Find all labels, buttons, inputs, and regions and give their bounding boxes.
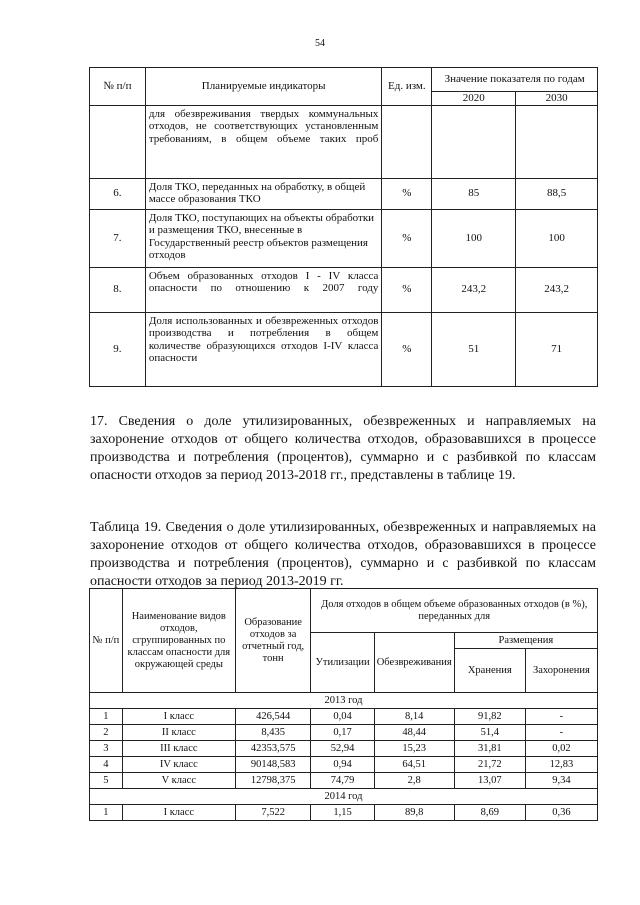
cell-num: 4 (90, 757, 123, 773)
cell-neutral: 89,8 (374, 805, 454, 821)
table-row (90, 805, 598, 821)
row-num: 6. (90, 178, 146, 209)
cell-formation: 7,522 (235, 805, 311, 821)
table-19-caption: Таблица 19. Сведения о доле утилизированных, обезвреженных и направляемых на захоронение отходов от общего количества отходов, образовавшихся в процессе производства и потребления (процентов), суммарно и с разбивкой по классам опасности отходов за период 2013-2019 гг. (90, 520, 596, 589)
cell-num: 1 (90, 709, 123, 725)
cell-formation: 12798,375 (235, 773, 311, 789)
cell-util: 74,79 (311, 773, 374, 789)
cell-burial: 0,02 (525, 741, 597, 757)
table-row (90, 725, 598, 741)
t2-header-storage: Хранения (454, 649, 525, 693)
year-2013-row: 2013 год (90, 693, 598, 709)
cell-neutral: 15,23 (374, 741, 454, 757)
row-value-2020: 51 (432, 312, 516, 386)
cell-burial: 9,34 (525, 773, 597, 789)
table-row (90, 709, 598, 725)
cell-burial: - (525, 725, 597, 741)
t2-header-name: Наименование видов отходов, сгруппированных по классам опасности для окружающей среды (122, 589, 235, 693)
cell-formation: 90148,583 (235, 757, 311, 773)
header-year-2030: 2030 (516, 92, 598, 106)
waste-share-table (89, 588, 598, 821)
cell-storage: 21,72 (454, 757, 525, 773)
row-value-2030: 243,2 (516, 267, 598, 312)
continuation-text: для обезвреживания твердых коммунальных отходов, не соответствующих установленным требованиям, в общем объеме таких проб (145, 105, 382, 178)
header-indicators: Планируемые индикаторы (145, 68, 382, 106)
table-row (90, 312, 598, 386)
cell-neutral: 48,44 (374, 725, 454, 741)
cell-class: I класс (122, 709, 235, 725)
t2-header-share: Доля отходов в общем объеме образованных отходов (в %), переданных для (311, 589, 598, 633)
cell-burial: - (525, 709, 597, 725)
row-value-2030: 71 (516, 312, 598, 386)
row-unit: % (382, 312, 432, 386)
header-value: Значение показателя по годам (432, 68, 598, 92)
row-value-2020: 100 (432, 209, 516, 267)
t2-header-neutral: Обезвреживания (374, 633, 454, 693)
t2-header-burial: Захоронения (525, 649, 597, 693)
row-value-2030: 88,5 (516, 178, 598, 209)
row-num: 8. (90, 267, 146, 312)
cell-formation: 42353,575 (235, 741, 311, 757)
cell-num: 5 (90, 773, 123, 789)
cell-class: III класс (122, 741, 235, 757)
row-unit: % (382, 267, 432, 312)
header-year-2020: 2020 (432, 92, 516, 106)
cell-neutral: 8,14 (374, 709, 454, 725)
t2-header-num: № п/п (90, 589, 123, 693)
cell-util: 52,94 (311, 741, 374, 757)
cell-util: 0,17 (311, 725, 374, 741)
row-indicator: Объем образованных отходов I - IV класса опасности по отношению к 2007 году (145, 267, 382, 312)
cell-class: I класс (122, 805, 235, 821)
row-indicator: Доля использованных и обезвреженных отходов производства и потребления в общем количестве образующихся отходов I-IV класса опасности (145, 312, 382, 386)
row-num: 9. (90, 312, 146, 386)
cell-storage: 31,81 (454, 741, 525, 757)
row-value-2030: 100 (516, 209, 598, 267)
row-value-2020: 243,2 (432, 267, 516, 312)
cell-formation: 426,544 (235, 709, 311, 725)
indicators-table (89, 67, 598, 387)
cell-burial: 0,36 (525, 805, 597, 821)
cell-storage: 8,69 (454, 805, 525, 821)
cell-neutral: 64,51 (374, 757, 454, 773)
table-row (90, 178, 598, 209)
header-unit: Ед. изм. (382, 68, 432, 106)
cell-burial: 12,83 (525, 757, 597, 773)
cell-storage: 51,4 (454, 725, 525, 741)
page-number: 54 (315, 38, 325, 49)
t2-header-util: Утилизации (311, 633, 374, 693)
t2-header-formation: Образование отходов за отчетный год, тонн (235, 589, 311, 693)
table-row (90, 741, 598, 757)
table-row (90, 267, 598, 312)
cell-neutral: 2,8 (374, 773, 454, 789)
row-num: 7. (90, 209, 146, 267)
cell-class: II класс (122, 725, 235, 741)
cell-util: 0,94 (311, 757, 374, 773)
cell-util: 1,15 (311, 805, 374, 821)
cell-num: 1 (90, 805, 123, 821)
row-indicator: Доля ТКО, поступающих на объекты обработки и размещения ТКО, внесенные в Государственный реестр объектов размещения отходов (145, 209, 382, 267)
cell-storage: 13,07 (454, 773, 525, 789)
cell-num: 2 (90, 725, 123, 741)
row-value-2020: 85 (432, 178, 516, 209)
cell-class: V класс (122, 773, 235, 789)
cell-util: 0,04 (311, 709, 374, 725)
row-unit: % (382, 209, 432, 267)
cell-formation: 8,435 (235, 725, 311, 741)
t2-header-placement: Размещения (454, 633, 597, 649)
cell-num: 3 (90, 741, 123, 757)
table-row (90, 773, 598, 789)
row-indicator: Доля ТКО, переданных на обработку, в общей массе образования ТКО (145, 178, 382, 209)
table-row (90, 209, 598, 267)
row-unit: % (382, 178, 432, 209)
cell-class: IV класс (122, 757, 235, 773)
table-row (90, 757, 598, 773)
year-2014-row: 2014 год (90, 789, 598, 805)
cell-storage: 91,82 (454, 709, 525, 725)
header-num: № п/п (90, 68, 146, 106)
paragraph-17: 17. Сведения о доле утилизированных, обезвреженных и направляемых на захоронение отходов от общего количества отходов, образовавшихся в процессе производства и потребления (процентов), суммарно и с разбивкой по классам опасности отходов за период 2013-2018 гг., представлены в таблице 19. (90, 414, 596, 483)
